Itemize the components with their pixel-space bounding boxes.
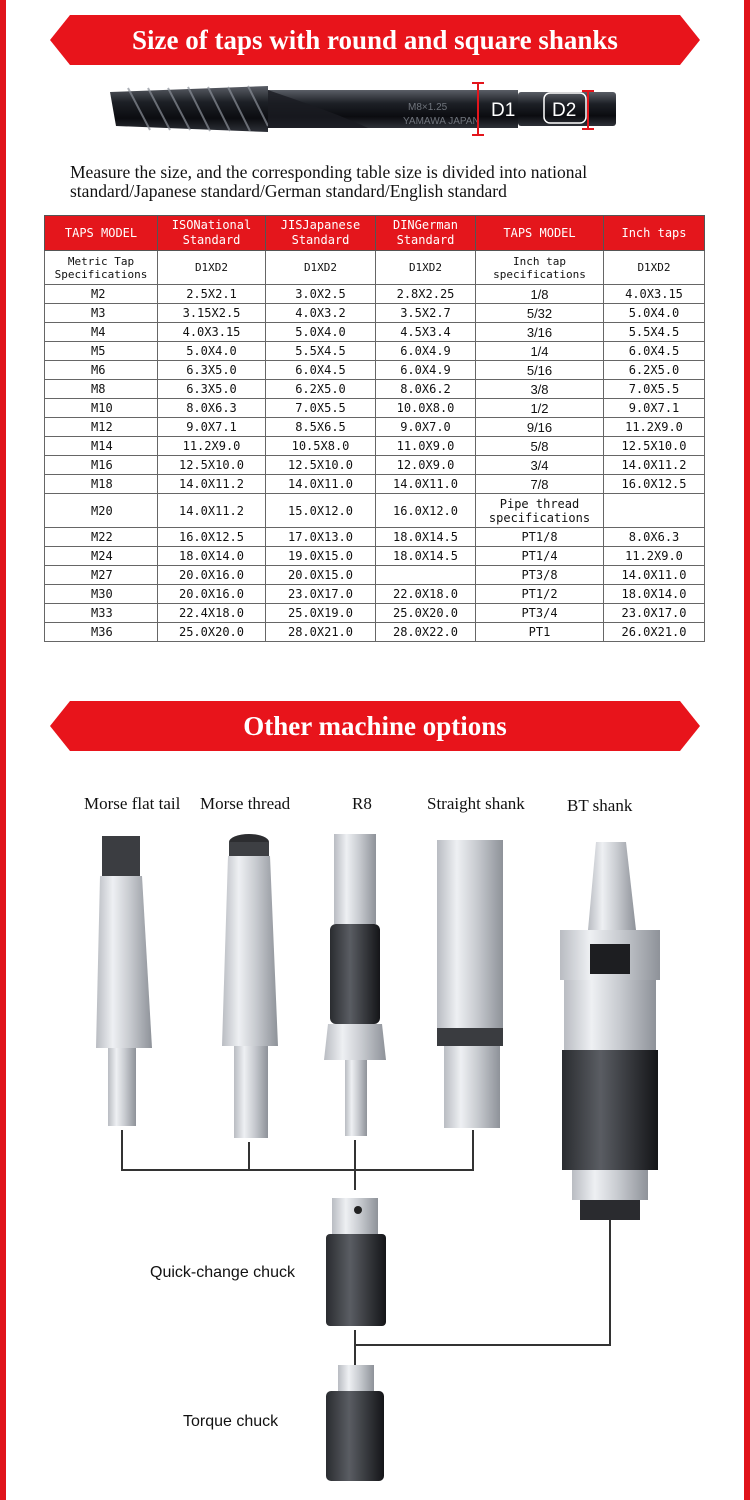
table-cell: 12.0X9.0 xyxy=(376,456,476,475)
table-row xyxy=(45,547,705,566)
quick-change-chuck-tool xyxy=(326,1198,386,1326)
table-cell: 1/4 xyxy=(476,342,604,361)
header-cell: JISJapanese Standard xyxy=(266,216,376,251)
table-cell: 4.0X3.2 xyxy=(266,304,376,323)
table-cell: 11.2X9.0 xyxy=(604,547,705,566)
table-cell: M30 xyxy=(45,585,158,604)
table-cell: M5 xyxy=(45,342,158,361)
table-cell: 5.0X4.0 xyxy=(266,323,376,342)
table-cell: M3 xyxy=(45,304,158,323)
tap-engraving-2: YAMAWA JAPAN xyxy=(403,116,480,127)
table-cell: 5/8 xyxy=(476,437,604,456)
table-cell: M6 xyxy=(45,361,158,380)
table-cell: 4.5X3.4 xyxy=(376,323,476,342)
table-cell: Pipe thread specifications xyxy=(476,494,604,528)
table-cell: PT1/2 xyxy=(476,585,604,604)
table-row xyxy=(45,623,705,642)
table-subheader-row xyxy=(45,251,705,285)
table-cell: 5.0X4.0 xyxy=(604,304,705,323)
table-cell: 5.5X4.5 xyxy=(266,342,376,361)
table-cell: 20.0X16.0 xyxy=(158,566,266,585)
subheader-cell: D1XD2 xyxy=(158,251,266,285)
table-cell: 25.0X20.0 xyxy=(376,604,476,623)
table-cell: 5.0X4.0 xyxy=(158,342,266,361)
table-cell: 3.5X2.7 xyxy=(376,304,476,323)
table-cell: PT3/8 xyxy=(476,566,604,585)
table-cell: 23.0X17.0 xyxy=(266,585,376,604)
subheader-cell: D1XD2 xyxy=(266,251,376,285)
table-row xyxy=(45,399,705,418)
table-row xyxy=(45,494,705,528)
table-cell: 4.0X3.15 xyxy=(158,323,266,342)
table-cell: M36 xyxy=(45,623,158,642)
table-cell: 1/2 xyxy=(476,399,604,418)
table-cell: 14.0X11.0 xyxy=(266,475,376,494)
table-cell: 6.2X5.0 xyxy=(604,361,705,380)
table-cell: 28.0X21.0 xyxy=(266,623,376,642)
subheader-cell: D1XD2 xyxy=(604,251,705,285)
tap-image xyxy=(108,74,623,144)
header-cell: Inch taps xyxy=(604,216,705,251)
subheader-cell: D1XD2 xyxy=(376,251,476,285)
subheader-cell: Metric Tap Specifications xyxy=(45,251,158,285)
table-cell: 6.2X5.0 xyxy=(266,380,376,399)
table-cell: 6.0X4.9 xyxy=(376,342,476,361)
table-cell: 20.0X15.0 xyxy=(266,566,376,585)
tap-size-table xyxy=(44,215,705,642)
table-cell: 6.0X4.5 xyxy=(604,342,705,361)
table-cell: 12.5X10.0 xyxy=(604,437,705,456)
table-cell: M2 xyxy=(45,285,158,304)
table-cell: 14.0X11.0 xyxy=(376,475,476,494)
table-cell: M10 xyxy=(45,399,158,418)
table-cell: 6.0X4.5 xyxy=(266,361,376,380)
table-cell: 3/8 xyxy=(476,380,604,399)
tap-engraving-1: M8×1.25 xyxy=(408,102,448,113)
table-cell: 18.0X14.5 xyxy=(376,528,476,547)
table-cell: 3.15X2.5 xyxy=(158,304,266,323)
table-cell: 4.0X3.15 xyxy=(604,285,705,304)
straight-shank-tool xyxy=(437,840,503,1128)
r8-tool xyxy=(324,834,386,1136)
table-cell: M12 xyxy=(45,418,158,437)
table-cell: 9.0X7.1 xyxy=(604,399,705,418)
table-cell: 6.0X4.9 xyxy=(376,361,476,380)
table-cell: 23.0X17.0 xyxy=(604,604,705,623)
table-cell: M4 xyxy=(45,323,158,342)
table-row xyxy=(45,604,705,623)
table-cell: 8.0X6.3 xyxy=(158,399,266,418)
table-cell: 11.0X9.0 xyxy=(376,437,476,456)
header-cell: TAPS MODEL xyxy=(45,216,158,251)
table-row xyxy=(45,323,705,342)
table-row xyxy=(45,380,705,399)
header-cell: ISONational Standard xyxy=(158,216,266,251)
machine-options-illustration xyxy=(0,820,750,1500)
table-cell: 25.0X19.0 xyxy=(266,604,376,623)
table-row xyxy=(45,361,705,380)
table-cell: 6.3X5.0 xyxy=(158,361,266,380)
table-cell: 22.0X18.0 xyxy=(376,585,476,604)
table-cell: M14 xyxy=(45,437,158,456)
intro-text: Measure the size, and the corresponding table size is divided into national standard/Japanese standard/German standard/English standard xyxy=(70,162,588,201)
table-cell: 7/8 xyxy=(476,475,604,494)
table-row xyxy=(45,304,705,323)
table-cell: 14.0X11.0 xyxy=(604,566,705,585)
table-cell: 7.0X5.5 xyxy=(604,380,705,399)
table-cell: 14.0X11.2 xyxy=(158,494,266,528)
table-row xyxy=(45,418,705,437)
table-cell: 17.0X13.0 xyxy=(266,528,376,547)
label-r8: R8 xyxy=(352,794,372,813)
header-cell: TAPS MODEL xyxy=(476,216,604,251)
table-cell: 9.0X7.1 xyxy=(158,418,266,437)
table-row xyxy=(45,475,705,494)
label-torque-chuck: Torque chuck xyxy=(183,1413,279,1430)
table-cell: PT1 xyxy=(476,623,604,642)
table-cell: 8.0X6.3 xyxy=(604,528,705,547)
table-cell: 19.0X15.0 xyxy=(266,547,376,566)
table-cell: 9/16 xyxy=(476,418,604,437)
table-cell: 11.2X9.0 xyxy=(604,418,705,437)
table-cell: 10.0X8.0 xyxy=(376,399,476,418)
table-cell: PT1/4 xyxy=(476,547,604,566)
table-cell: 18.0X14.5 xyxy=(376,547,476,566)
table-cell: 28.0X22.0 xyxy=(376,623,476,642)
table-cell: 15.0X12.0 xyxy=(266,494,376,528)
table-cell: M22 xyxy=(45,528,158,547)
table-row xyxy=(45,566,705,585)
table-cell: M8 xyxy=(45,380,158,399)
subheader-cell: Inch tap specifications xyxy=(476,251,604,285)
table-cell: 3.0X2.5 xyxy=(266,285,376,304)
tap-d1-label: D1 xyxy=(491,100,516,121)
table-cell: 5/16 xyxy=(476,361,604,380)
section-title-taps: Size of taps with round and square shanks xyxy=(70,15,680,65)
morse-thread-tool xyxy=(222,834,278,1138)
table-cell: 16.0X12.5 xyxy=(158,528,266,547)
table-cell: M18 xyxy=(45,475,158,494)
table-cell: 10.5X8.0 xyxy=(266,437,376,456)
table-cell: 2.8X2.25 xyxy=(376,285,476,304)
table-cell: M33 xyxy=(45,604,158,623)
header-cell: DINGerman Standard xyxy=(376,216,476,251)
table-cell: 16.0X12.0 xyxy=(376,494,476,528)
table-cell: 14.0X11.2 xyxy=(604,456,705,475)
table-row xyxy=(45,585,705,604)
table-cell: M24 xyxy=(45,547,158,566)
table-cell: 6.3X5.0 xyxy=(158,380,266,399)
table-cell: 5/32 xyxy=(476,304,604,323)
table-cell: 3/4 xyxy=(476,456,604,475)
table-row xyxy=(45,437,705,456)
table-cell: 26.0X21.0 xyxy=(604,623,705,642)
table-cell: M20 xyxy=(45,494,158,528)
table-header-row xyxy=(45,216,705,251)
table-cell xyxy=(604,494,705,528)
table-cell: 22.4X18.0 xyxy=(158,604,266,623)
table-row xyxy=(45,342,705,361)
label-bt-shank: BT shank xyxy=(567,796,633,815)
table-cell: 18.0X14.0 xyxy=(604,585,705,604)
table-cell xyxy=(376,566,476,585)
table-cell: PT1/8 xyxy=(476,528,604,547)
table-cell: M27 xyxy=(45,566,158,585)
table-cell: 5.5X4.5 xyxy=(604,323,705,342)
table-cell: 14.0X11.2 xyxy=(158,475,266,494)
label-straight-shank: Straight shank xyxy=(427,794,525,813)
morse-flat-tail-tool xyxy=(96,836,152,1126)
table-cell: 3/16 xyxy=(476,323,604,342)
label-morse-thread: Morse thread xyxy=(200,794,291,813)
table-cell: 7.0X5.5 xyxy=(266,399,376,418)
table-cell: 20.0X16.0 xyxy=(158,585,266,604)
torque-chuck-tool xyxy=(326,1365,384,1481)
table-cell: 25.0X20.0 xyxy=(158,623,266,642)
table-row xyxy=(45,456,705,475)
table-cell: 12.5X10.0 xyxy=(158,456,266,475)
table-cell: 8.0X6.2 xyxy=(376,380,476,399)
table-cell: 12.5X10.0 xyxy=(266,456,376,475)
bt-shank-tool xyxy=(560,842,660,1220)
label-quick-change-chuck: Quick-change chuck xyxy=(150,1264,295,1281)
table-cell: 9.0X7.0 xyxy=(376,418,476,437)
tap-d2-label: D2 xyxy=(552,100,577,121)
table-row xyxy=(45,285,705,304)
table-cell: 11.2X9.0 xyxy=(158,437,266,456)
table-cell: PT3/4 xyxy=(476,604,604,623)
section-title-options: Other machine options xyxy=(70,701,680,751)
table-cell: M16 xyxy=(45,456,158,475)
label-morse-flat-tail: Morse flat tail xyxy=(84,794,181,813)
table-row xyxy=(45,528,705,547)
table-cell: 18.0X14.0 xyxy=(158,547,266,566)
table-cell: 8.5X6.5 xyxy=(266,418,376,437)
table-cell: 1/8 xyxy=(476,285,604,304)
table-cell: 2.5X2.1 xyxy=(158,285,266,304)
table-cell: 16.0X12.5 xyxy=(604,475,705,494)
